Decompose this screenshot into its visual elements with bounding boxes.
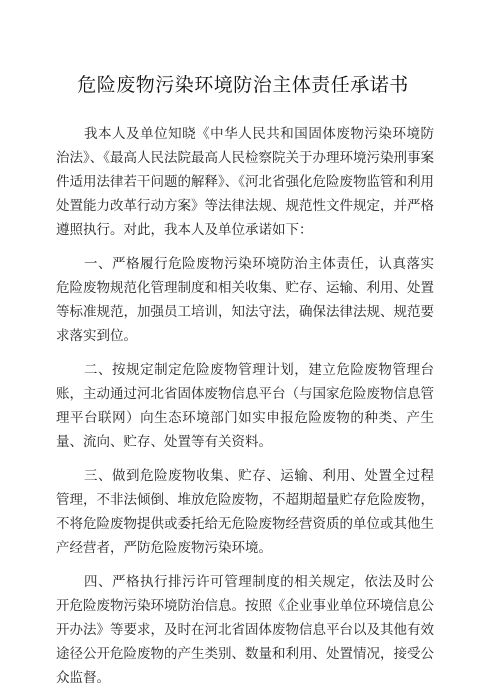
document-title: 危险废物污染环境防治主体责任承诺书 — [77, 74, 409, 96]
paragraph-commitment-1: 一、严格履行危险废物污染环境防治主体责任，认真落实危险废物规范化管理制度和相关收集、贮存、运输、利用、处置等标准规范，加强员工培训，知法守法，确保法律法规、规范要求落实到位。 — [56, 256, 434, 344]
paragraph-commitment-2: 二、按规定制定危险废物管理计划，建立危险废物管理台账，主动通过河北省固体废物信息平台（与国家危险废物信息管理平台联网）向生态环境部门如实申报危险废物的种类、产生量、流向、贮存、处置等有关资料。 — [56, 362, 434, 450]
paragraph-commitment-4: 四、严格执行排污许可管理制度的相关规定，依法及时公开危险废物污染环境防治信息。按照《企业事业单位环境信息公开办法》等要求，及时在河北省固体废物信息平台以及其他有效途径公开危险废物的产生类别、数量和利用、处置情况，接受公众监督。 — [56, 574, 434, 686]
paragraph-intro: 我本人及单位知晓《中华人民共和国固体废物污染环境防治法》、《最高人民法院最高人民检察院关于办理环境污染刑事案件适用法律若干问题的解释》、《河北省强化危险废物监管和利用处置能力改革行动方案》等法律法规、规范性文件规定，并严格遵照执行。对此，我本人及单位承诺如下： — [56, 126, 434, 238]
document-body — [56, 122, 434, 700]
paragraph-commitment-3: 三、做到危险废物收集、贮存、运输、利用、处置全过程管理，不非法倾倒、堆放危险废物，不超期超量贮存危险废物，不将危险废物提供或委托给无危险废物经营资质的单位或其他生产经营者，严防危险废物污染环境。 — [56, 468, 434, 556]
